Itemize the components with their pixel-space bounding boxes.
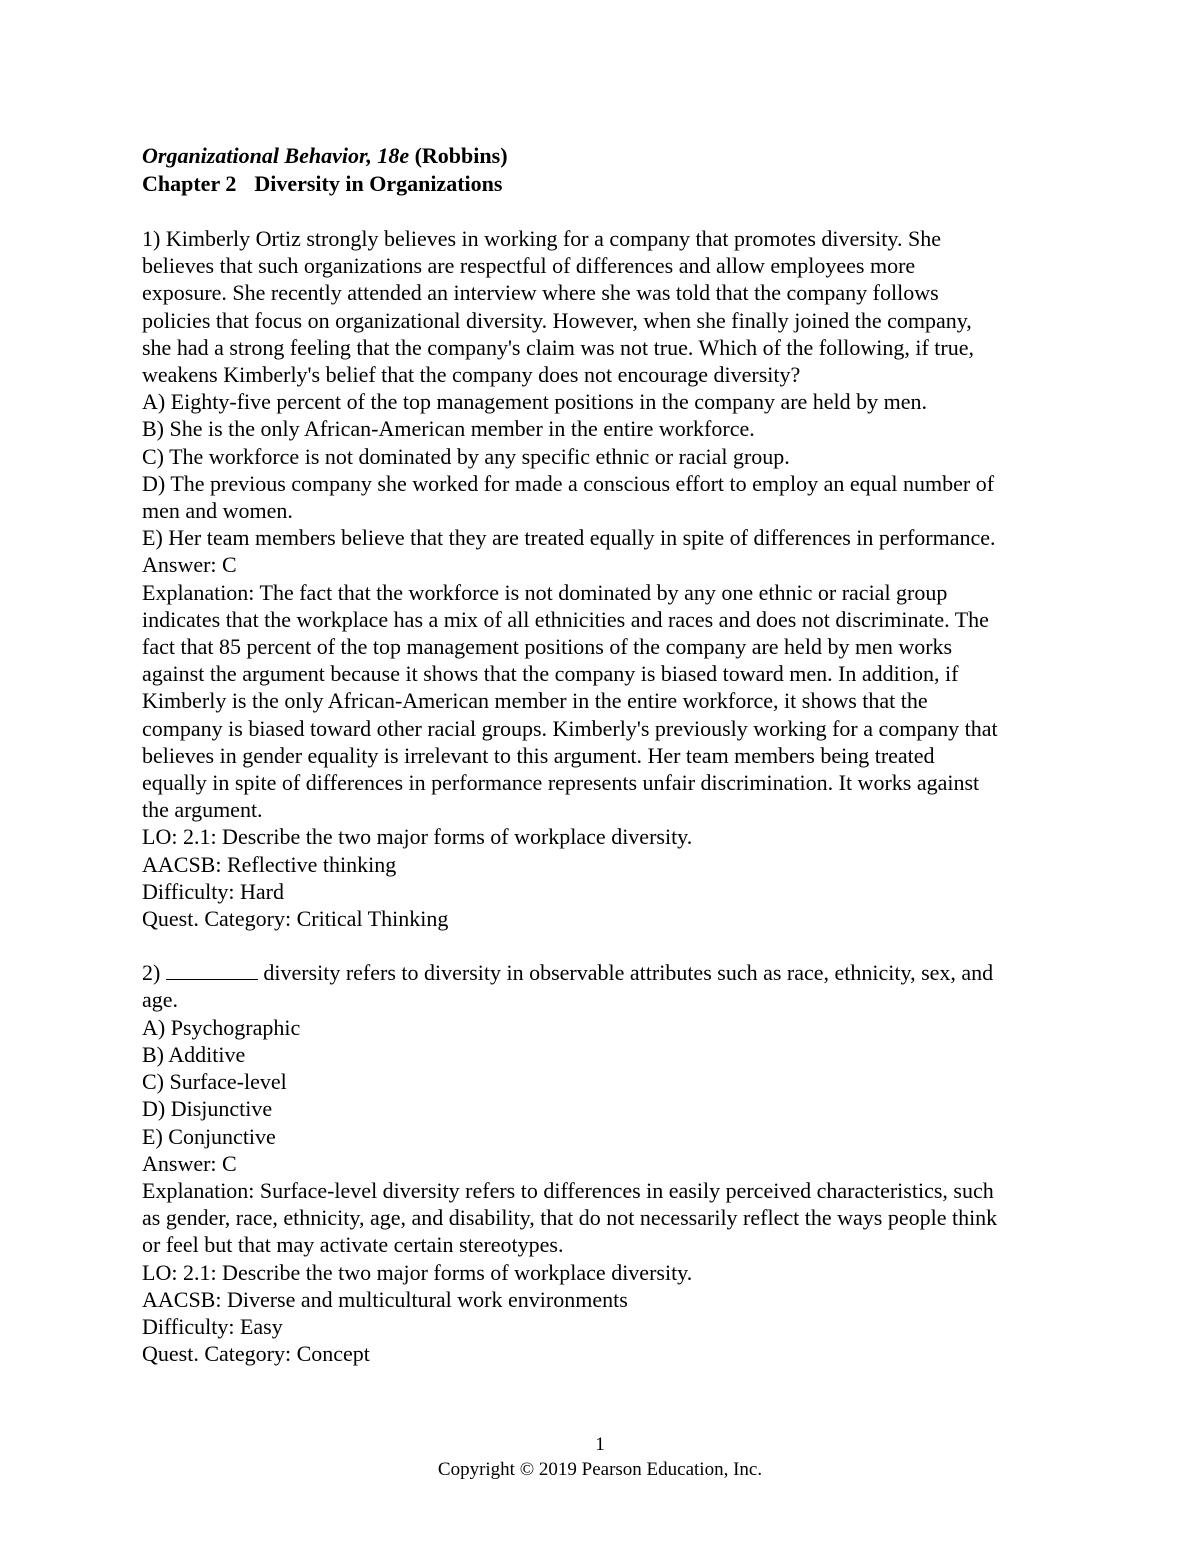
- answer-option: A) Psychographic: [142, 1014, 301, 1040]
- learning-objective: LO: 2.1: Describe the two major forms of workplace diversity.: [142, 1259, 693, 1285]
- answer-option: D) The previous company she worked for made a conscious effort to employ an equal number of: [142, 470, 995, 496]
- answer-option: D) Disjunctive: [142, 1096, 273, 1122]
- book-title: Organizational Behavior, 18e: [142, 143, 410, 168]
- document-page: [142, 142, 1072, 1394]
- explanation-line: indicates that the workplace has a mix of all ethnicities and races and does not discriminate. The: [142, 606, 989, 632]
- explanation-line: believes in gender equality is irrelevant to this argument. Her team members being treated: [142, 742, 935, 768]
- aacsb-tag: AACSB: Diverse and multicultural work environments: [142, 1286, 628, 1312]
- answer-option: B) Additive: [142, 1041, 246, 1067]
- difficulty-tag: Difficulty: Hard: [142, 878, 284, 904]
- answer-option: men and women.: [142, 498, 293, 524]
- answer-option: C) Surface-level: [142, 1069, 287, 1095]
- question-stem-line: she had a strong feeling that the company's claim was not true. Which of the following, if true,: [142, 334, 975, 360]
- answer-option: E) Conjunctive: [142, 1123, 276, 1149]
- category-tag: Quest. Category: Critical Thinking: [142, 906, 449, 932]
- question-2: [142, 959, 1072, 1367]
- explanation-line: as gender, race, ethnicity, age, and disability, that do not necessarily reflect the ways people think: [142, 1205, 998, 1231]
- answer-option: E) Her team members believe that they are treated equally in spite of differences in performance.: [142, 525, 996, 551]
- page-footer: [0, 1433, 1200, 1483]
- question-stem-line: [142, 959, 1072, 986]
- book-title-line: [142, 142, 1072, 170]
- question-stem-line: 1) Kimberly Ortiz strongly believes in working for a company that promotes diversity. She: [142, 226, 941, 251]
- question-stem-line: believes that such organizations are respectful of differences and allow employees more: [142, 253, 916, 279]
- category-tag: Quest. Category: Concept: [142, 1341, 370, 1367]
- answer-option: A) Eighty-five percent of the top management positions in the company are held by men.: [142, 389, 928, 415]
- chapter-heading: [142, 170, 1072, 198]
- page-number: 1: [595, 1434, 605, 1455]
- answer-option: C) The workforce is not dominated by any specific ethnic or racial group.: [142, 443, 790, 469]
- explanation-line: Explanation: The fact that the workforce is not dominated by any one ethnic or racial group: [142, 579, 948, 605]
- answer-key: Answer: C: [142, 1150, 237, 1176]
- explanation-line: against the argument because it shows that the company is biased toward men. In addition, if: [142, 661, 959, 687]
- learning-objective: LO: 2.1: Describe the two major forms of workplace diversity.: [142, 824, 693, 850]
- fill-in-blank: [166, 961, 258, 980]
- answer-option: B) She is the only African-American member in the entire workforce.: [142, 416, 755, 442]
- chapter-title: Diversity in Organizations: [254, 171, 503, 196]
- explanation-line: or feel but that may activate certain stereotypes.: [142, 1232, 564, 1258]
- question-stem-line: weakens Kimberly's belief that the company does not encourage diversity?: [142, 362, 801, 388]
- explanation-line: fact that 85 percent of the top management positions of the company are held by men works: [142, 634, 953, 660]
- book-author: (Robbins): [414, 143, 508, 168]
- copyright-notice: Copyright © 2019 Pearson Education, Inc.: [437, 1459, 763, 1480]
- explanation-line: company is biased toward other racial groups. Kimberly's previously working for a company that: [142, 715, 998, 741]
- question-number: 2): [142, 960, 166, 986]
- explanation-line: Kimberly is the only African-American member in the entire workforce, it shows that the: [142, 688, 928, 714]
- question-stem-line: age.: [142, 987, 179, 1013]
- question-stem-line: exposure. She recently attended an interview where she was told that the company follows: [142, 280, 939, 306]
- explanation-line: Explanation: Surface-level diversity refers to differences in easily perceived characteristics, such: [142, 1177, 994, 1203]
- aacsb-tag: AACSB: Reflective thinking: [142, 851, 397, 877]
- question-stem-line: policies that focus on organizational diversity. However, when she finally joined the company,: [142, 307, 972, 333]
- explanation-line: equally in spite of differences in performance represents unfair discrimination. It works against: [142, 770, 980, 796]
- chapter-number: Chapter 2: [142, 171, 237, 196]
- question-1: [142, 225, 1072, 932]
- question-stem-text: diversity refers to diversity in observable attributes such as race, ethnicity, sex, and: [257, 960, 994, 986]
- difficulty-tag: Difficulty: Easy: [142, 1313, 283, 1339]
- answer-key: Answer: C: [142, 552, 237, 578]
- explanation-line: the argument.: [142, 797, 263, 823]
